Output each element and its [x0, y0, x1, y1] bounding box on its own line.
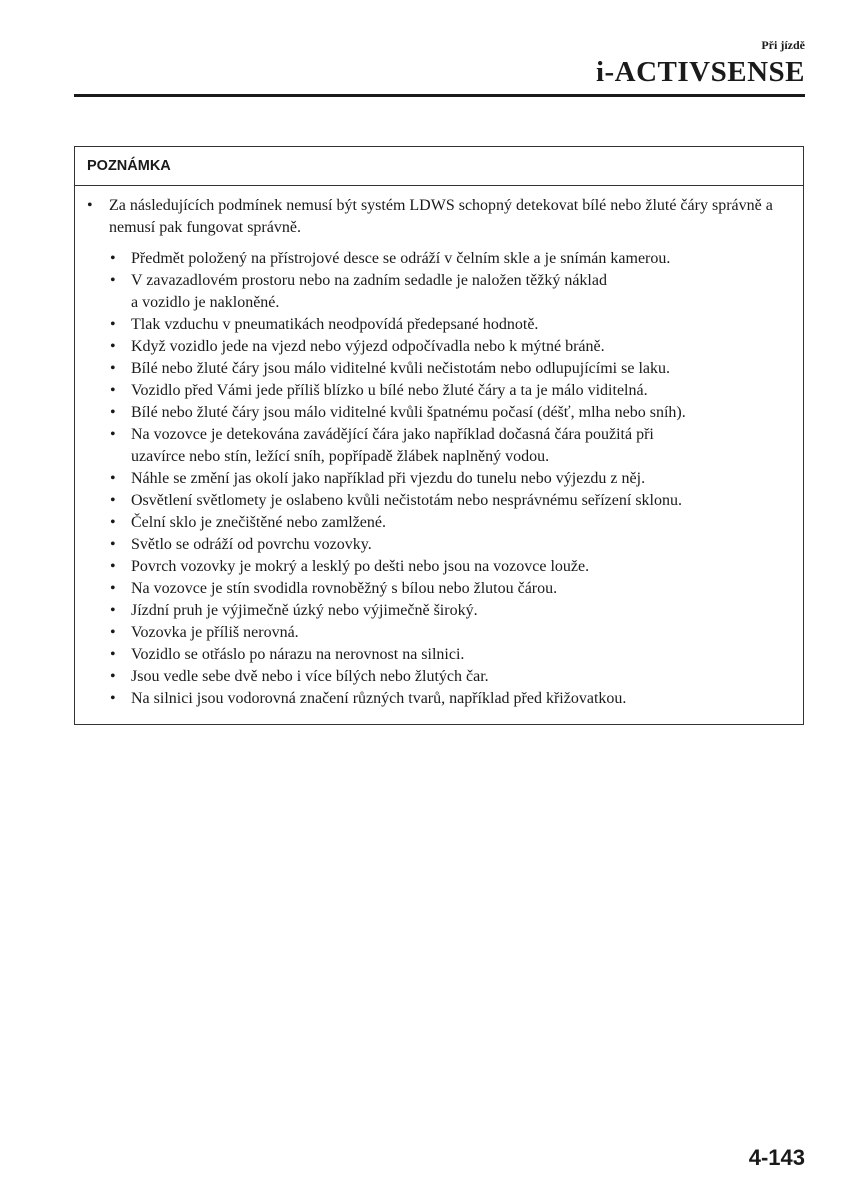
condition-item — [110, 270, 803, 314]
condition-item — [110, 666, 803, 688]
condition-text: Když vozidlo jede na vjezd nebo výjezd odpočívadla nebo k mýtné bráně. — [131, 338, 605, 355]
bullet-icon: • — [110, 580, 116, 597]
condition-item — [110, 556, 803, 578]
page-number: 4-143 — [748, 1145, 805, 1170]
condition-text: Povrch vozovky je mokrý a lesklý po dešti nebo jsou na vozovce louže. — [131, 558, 590, 575]
note-box — [74, 146, 804, 725]
condition-item — [110, 578, 803, 600]
condition-text: Vozidlo se otřáslo po nárazu na nerovnost na silnici. — [131, 646, 465, 663]
bullet-icon: • — [110, 272, 116, 289]
condition-text: Předmět položený na přístrojové desce se odráží v čelním skle a je snímán kamerou. — [131, 250, 671, 267]
condition-item — [110, 688, 803, 710]
bullet-icon: • — [110, 514, 116, 531]
bullet-icon: • — [110, 426, 116, 443]
condition-text: Osvětlení světlomety je oslabeno kvůli nečistotám nebo nesprávnému seřízení sklonu. — [131, 492, 682, 509]
condition-item — [110, 600, 803, 622]
bullet-icon: • — [110, 492, 116, 509]
condition-item — [110, 358, 803, 380]
condition-item — [110, 248, 803, 270]
condition-text: Na silnici jsou vodorovná značení různých tvarů, například před křižovatkou. — [131, 690, 627, 707]
note-intro — [87, 195, 783, 239]
condition-text: Čelní sklo je znečištěné nebo zamlžené. — [131, 514, 387, 531]
condition-text: V zavazadlovém prostoru nebo na zadním sedadle je naložen těžký náklad — [131, 272, 607, 289]
condition-text: Tlak vzduchu v pneumatikách neodpovídá předepsané hodnotě. — [131, 316, 539, 333]
condition-item — [110, 336, 803, 358]
note-title: POZNÁMKA — [75, 147, 803, 186]
bullet-icon: • — [110, 250, 116, 267]
note-intro-text: Za následujících podmínek nemusí být systém LDWS schopný detekovat bílé nebo žluté čáry správně a nemusí pak fungovat správně. — [109, 197, 773, 236]
bullet-icon: • — [110, 404, 116, 421]
bullet-icon: • — [110, 536, 116, 553]
condition-item — [110, 314, 803, 336]
bullet-icon: • — [110, 470, 116, 487]
bullet-icon: • — [110, 360, 116, 377]
condition-text: Světlo se odráží od povrchu vozovky. — [131, 536, 372, 553]
condition-list — [110, 248, 803, 710]
condition-text: Náhle se změní jas okolí jako například při vjezdu do tunelu nebo výjezdu z něj. — [131, 470, 646, 487]
bullet-icon: • — [87, 197, 93, 214]
condition-text: Bílé nebo žluté čáry jsou málo viditelné kvůli nečistotám nebo odlupujícími se laku. — [131, 360, 670, 377]
condition-text: Vozovka je příliš nerovná. — [131, 624, 299, 641]
bullet-icon: • — [110, 646, 116, 663]
condition-item — [110, 402, 803, 424]
chapter-title: i-ACTIVSENSE — [595, 56, 805, 88]
condition-item — [110, 468, 803, 490]
condition-item — [110, 622, 803, 644]
bullet-icon: • — [110, 316, 116, 333]
bullet-icon: • — [110, 382, 116, 399]
condition-text: Bílé nebo žluté čáry jsou málo viditelné kvůli špatnému počasí (déšť, mlha nebo sníh). — [131, 404, 686, 421]
condition-item — [110, 380, 803, 402]
condition-item — [110, 534, 803, 556]
bullet-icon: • — [110, 668, 116, 685]
condition-item — [110, 512, 803, 534]
section-label: Při jízdě — [761, 38, 805, 52]
condition-item — [110, 490, 803, 512]
header-rule — [74, 94, 805, 97]
bullet-icon: • — [110, 690, 116, 707]
condition-text: Na vozovce je detekována zavádějící čára jako například dočasná čára použitá při — [131, 426, 654, 443]
condition-text: Na vozovce je stín svodidla rovnoběžný s bílou nebo žlutou čárou. — [131, 580, 558, 597]
bullet-icon: • — [110, 624, 116, 641]
bullet-icon: • — [110, 338, 116, 355]
bullet-icon: • — [110, 558, 116, 575]
bullet-icon: • — [110, 602, 116, 619]
condition-text: uzavírce nebo stín, ležící sníh, popřípadě žlábek naplněný vodou. — [131, 448, 550, 465]
condition-text: Jízdní pruh je výjimečně úzký nebo výjimečně široký. — [131, 602, 478, 619]
condition-text: Jsou vedle sebe dvě nebo i více bílých nebo žlutých čar. — [131, 668, 489, 685]
condition-item — [110, 644, 803, 666]
condition-text: a vozidlo je nakloněné. — [131, 294, 280, 311]
condition-text: Vozidlo před Vámi jede příliš blízko u bílé nebo žluté čáry a ta je málo viditelná. — [131, 382, 648, 399]
condition-item — [110, 424, 803, 468]
